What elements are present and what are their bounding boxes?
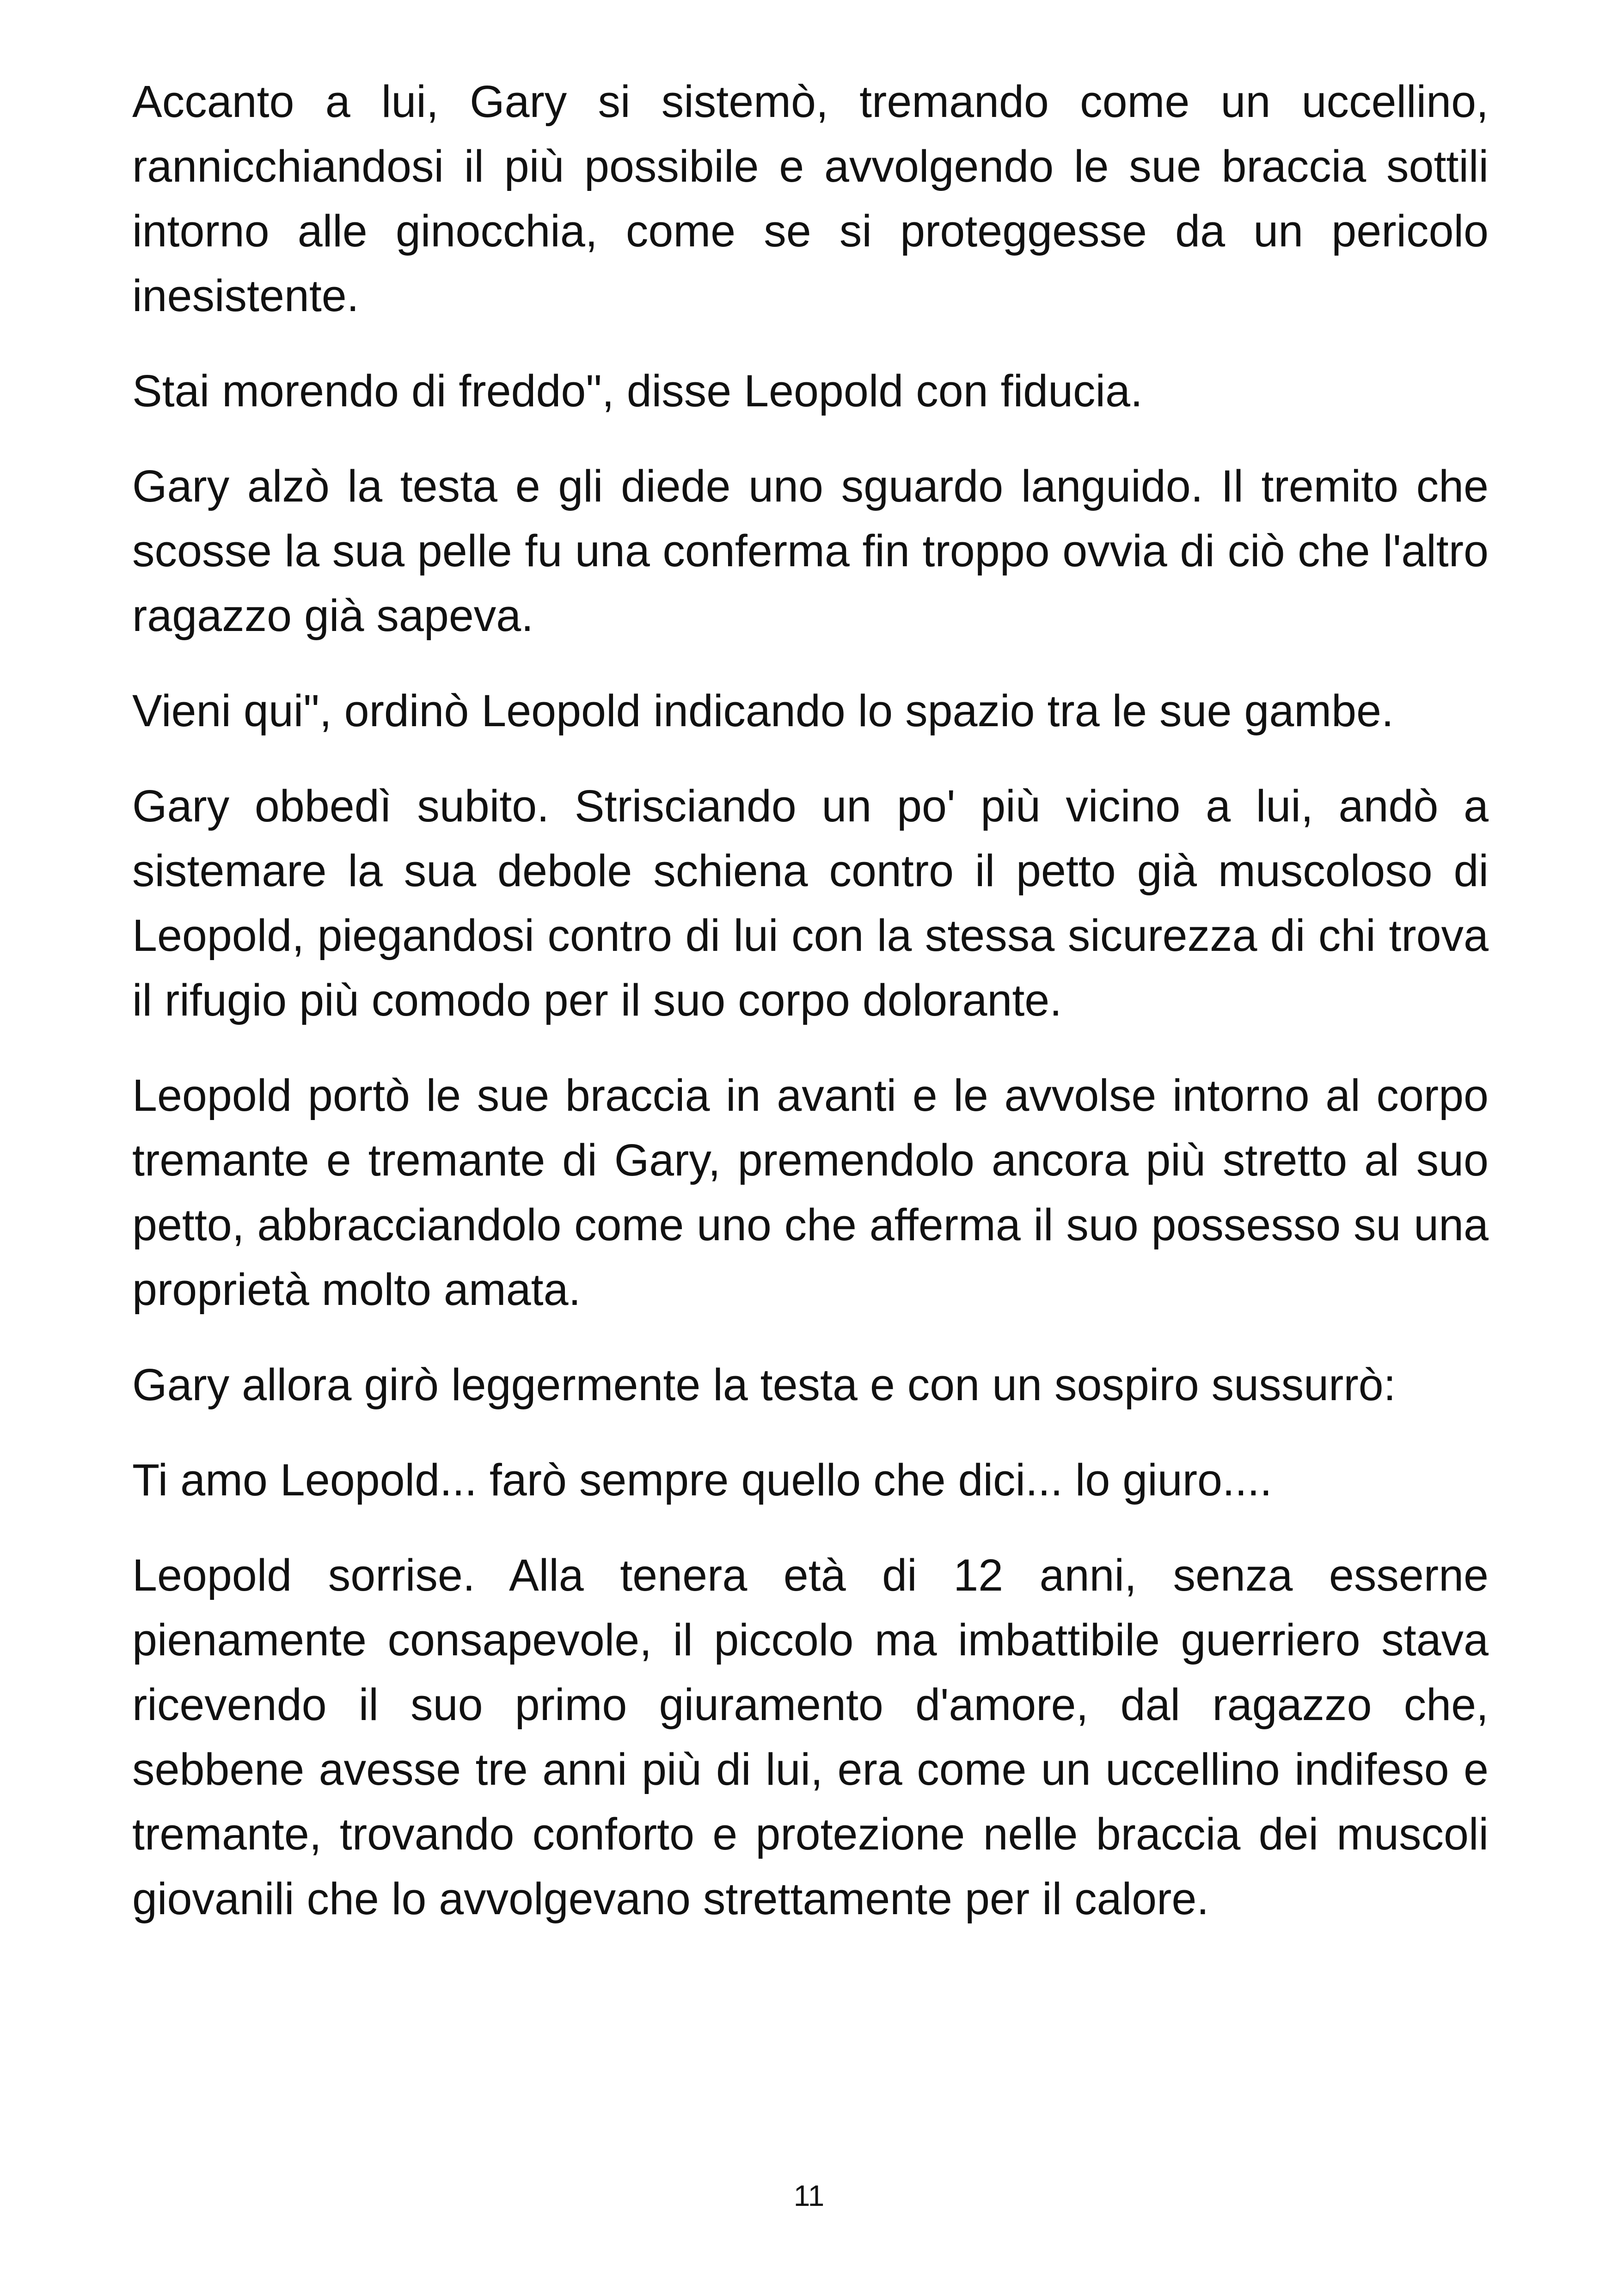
page-number: 11 — [793, 2179, 825, 2212]
paragraph: Gary obbedì subito. Strisciando un po' più vicino a lui, andò a sistemare la sua debole schiena contro il petto già muscoloso di Leopold, piegandosi contro di lui con la stessa sicurezza di chi trova il rifugio più comodo per il suo corpo dolorante. — [132, 781, 1489, 1025]
paragraph: Vieni qui", ordinò Leopold indicando lo spazio tra le sue gambe. — [132, 686, 1394, 736]
paragraph: Gary allora girò leggermente la testa e con un sospiro sussurrò: — [132, 1359, 1396, 1410]
paragraph: Leopold sorrise. Alla tenera età di 12 anni, senza esserne pienamente consapevole, il piccolo ma imbattibile guerriero stava ricevendo il suo primo giuramento d'amore, dal ragazzo che, sebbene avesse tre anni più di lui, era come un uccellino indifeso e tremante, trovando conforto e protezione nelle braccia dei muscoli giovanili che lo avvolgevano strettamente per il calore. — [132, 1550, 1489, 1924]
paragraph: Ti amo Leopold... farò sempre quello che dici... lo giuro.... — [132, 1455, 1272, 1505]
paragraph: Leopold portò le sue braccia in avanti e le avvolse intorno al corpo tremante e tremante di Gary, premendolo ancora più stretto al suo petto, abbracciandolo come uno che afferma il suo possesso su una proprietà molto amata. — [132, 1070, 1489, 1315]
paragraph: Gary alzò la testa e gli diede uno sguardo languido. Il tremito che scosse la sua pelle fu una conferma fin troppo ovvia di ciò che l'altro ragazzo già sapeva. — [132, 461, 1489, 641]
paragraph: Stai morendo di freddo", disse Leopold con fiducia. — [132, 366, 1143, 416]
paragraph: Accanto a lui, Gary si sistemò, tremando come un uccellino, rannicchiandosi il più possibile e avvolgendo le sue braccia sottili intorno alle ginocchia, come se si proteggesse da un pericolo inesistente. — [132, 76, 1489, 321]
body-text — [132, 69, 1489, 1962]
